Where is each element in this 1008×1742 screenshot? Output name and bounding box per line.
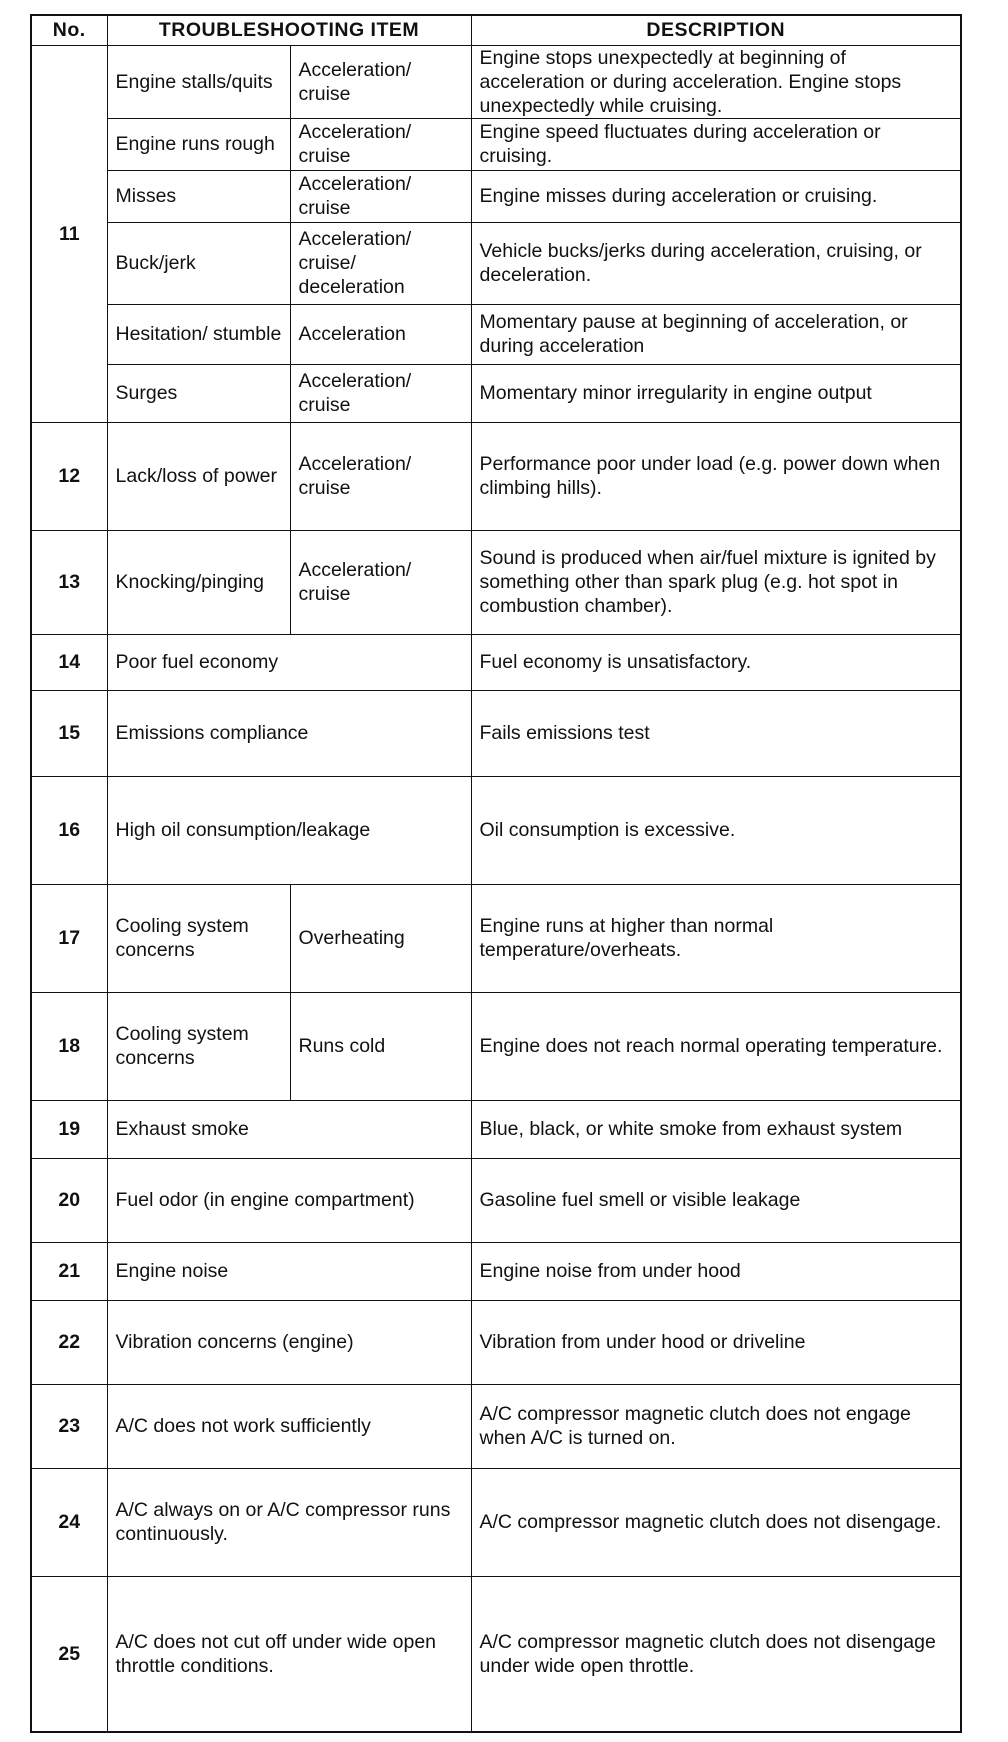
row-number: 13 xyxy=(31,530,107,634)
item-cell: Hesitation/ stumble xyxy=(107,304,290,364)
item-cell: Engine noise xyxy=(107,1242,471,1300)
table-row xyxy=(31,222,961,304)
item-cell: High oil consumption/leakage xyxy=(107,776,471,884)
row-number: 25 xyxy=(31,1576,107,1732)
item-cell: Engine runs rough xyxy=(107,118,290,170)
item-cell: Cooling system concerns xyxy=(107,884,290,992)
condition-cell: Overheating xyxy=(290,884,471,992)
item-cell: A/C always on or A/C compressor runs continuously. xyxy=(107,1468,471,1576)
description-cell: Oil consumption is excessive. xyxy=(471,776,961,884)
item-cell: A/C does not work sufficiently xyxy=(107,1384,471,1468)
item-cell: A/C does not cut off under wide open throttle conditions. xyxy=(107,1576,471,1732)
description-cell: Engine does not reach normal operating temperature. xyxy=(471,992,961,1100)
table-row xyxy=(31,1468,961,1576)
description-cell: Vibration from under hood or driveline xyxy=(471,1300,961,1384)
row-number: 11 xyxy=(31,45,107,422)
header-no: No. xyxy=(31,15,107,45)
table-row xyxy=(31,530,961,634)
description-cell: Fails emissions test xyxy=(471,690,961,776)
condition-cell: Acceleration/ cruise xyxy=(290,364,471,422)
table-row xyxy=(31,45,961,118)
description-cell: Fuel economy is unsatisfactory. xyxy=(471,634,961,690)
table-row xyxy=(31,634,961,690)
table-row xyxy=(31,170,961,222)
table-row xyxy=(31,1158,961,1242)
description-cell: Engine stops unexpectedly at beginning of acceleration or during acceleration. Engine stops unexpectedly while cruising. xyxy=(471,45,961,118)
table-row xyxy=(31,1384,961,1468)
table-row xyxy=(31,364,961,422)
description-cell: Engine noise from under hood xyxy=(471,1242,961,1300)
condition-cell: Acceleration/ cruise xyxy=(290,422,471,530)
condition-cell: Acceleration xyxy=(290,304,471,364)
header-row xyxy=(31,15,961,45)
table-row xyxy=(31,992,961,1100)
table-row xyxy=(31,776,961,884)
description-cell: Engine runs at higher than normal temperature/overheats. xyxy=(471,884,961,992)
description-cell: Engine misses during acceleration or cruising. xyxy=(471,170,961,222)
row-number: 18 xyxy=(31,992,107,1100)
description-cell: A/C compressor magnetic clutch does not disengage. xyxy=(471,1468,961,1576)
row-number: 19 xyxy=(31,1100,107,1158)
table-row xyxy=(31,422,961,530)
row-number: 15 xyxy=(31,690,107,776)
header-description: DESCRIPTION xyxy=(471,15,961,45)
description-cell: Sound is produced when air/fuel mixture is ignited by something other than spark plug (e.g. hot spot in combustion chamber). xyxy=(471,530,961,634)
condition-cell: Acceleration/ cruise xyxy=(290,118,471,170)
table-row xyxy=(31,1300,961,1384)
troubleshooting-table xyxy=(30,14,962,1733)
header-troubleshooting-item: TROUBLESHOOTING ITEM xyxy=(107,15,471,45)
row-number: 23 xyxy=(31,1384,107,1468)
item-cell: Exhaust smoke xyxy=(107,1100,471,1158)
condition-cell: Acceleration/ cruise xyxy=(290,530,471,634)
row-number: 21 xyxy=(31,1242,107,1300)
description-cell: Blue, black, or white smoke from exhaust system xyxy=(471,1100,961,1158)
item-cell: Fuel odor (in engine compartment) xyxy=(107,1158,471,1242)
description-cell: Performance poor under load (e.g. power down when climbing hills). xyxy=(471,422,961,530)
item-cell: Emissions compliance xyxy=(107,690,471,776)
row-number: 14 xyxy=(31,634,107,690)
row-number: 24 xyxy=(31,1468,107,1576)
description-cell: Momentary minor irregularity in engine output xyxy=(471,364,961,422)
item-cell: Knocking/pinging xyxy=(107,530,290,634)
description-cell: Engine speed fluctuates during acceleration or cruising. xyxy=(471,118,961,170)
condition-cell: Acceleration/ cruise xyxy=(290,170,471,222)
row-number: 16 xyxy=(31,776,107,884)
table-row xyxy=(31,1242,961,1300)
description-cell: A/C compressor magnetic clutch does not engage when A/C is turned on. xyxy=(471,1384,961,1468)
condition-cell: Acceleration/ cruise xyxy=(290,45,471,118)
table-row xyxy=(31,1100,961,1158)
table-row xyxy=(31,690,961,776)
description-cell: Gasoline fuel smell or visible leakage xyxy=(471,1158,961,1242)
item-cell: Buck/jerk xyxy=(107,222,290,304)
table-row xyxy=(31,304,961,364)
item-cell: Poor fuel economy xyxy=(107,634,471,690)
row-number: 22 xyxy=(31,1300,107,1384)
table-row xyxy=(31,1576,961,1732)
item-cell: Vibration concerns (engine) xyxy=(107,1300,471,1384)
description-cell: A/C compressor magnetic clutch does not disengage under wide open throttle. xyxy=(471,1576,961,1732)
row-number: 17 xyxy=(31,884,107,992)
item-cell: Engine stalls/quits xyxy=(107,45,290,118)
table-row xyxy=(31,884,961,992)
table-row xyxy=(31,118,961,170)
condition-cell: Runs cold xyxy=(290,992,471,1100)
condition-cell: Acceleration/ cruise/ deceleration xyxy=(290,222,471,304)
description-cell: Momentary pause at beginning of acceleration, or during acceleration xyxy=(471,304,961,364)
description-cell: Vehicle bucks/jerks during acceleration, cruising, or deceleration. xyxy=(471,222,961,304)
row-number: 20 xyxy=(31,1158,107,1242)
item-cell: Misses xyxy=(107,170,290,222)
item-cell: Lack/loss of power xyxy=(107,422,290,530)
item-cell: Surges xyxy=(107,364,290,422)
row-number: 12 xyxy=(31,422,107,530)
item-cell: Cooling system concerns xyxy=(107,992,290,1100)
